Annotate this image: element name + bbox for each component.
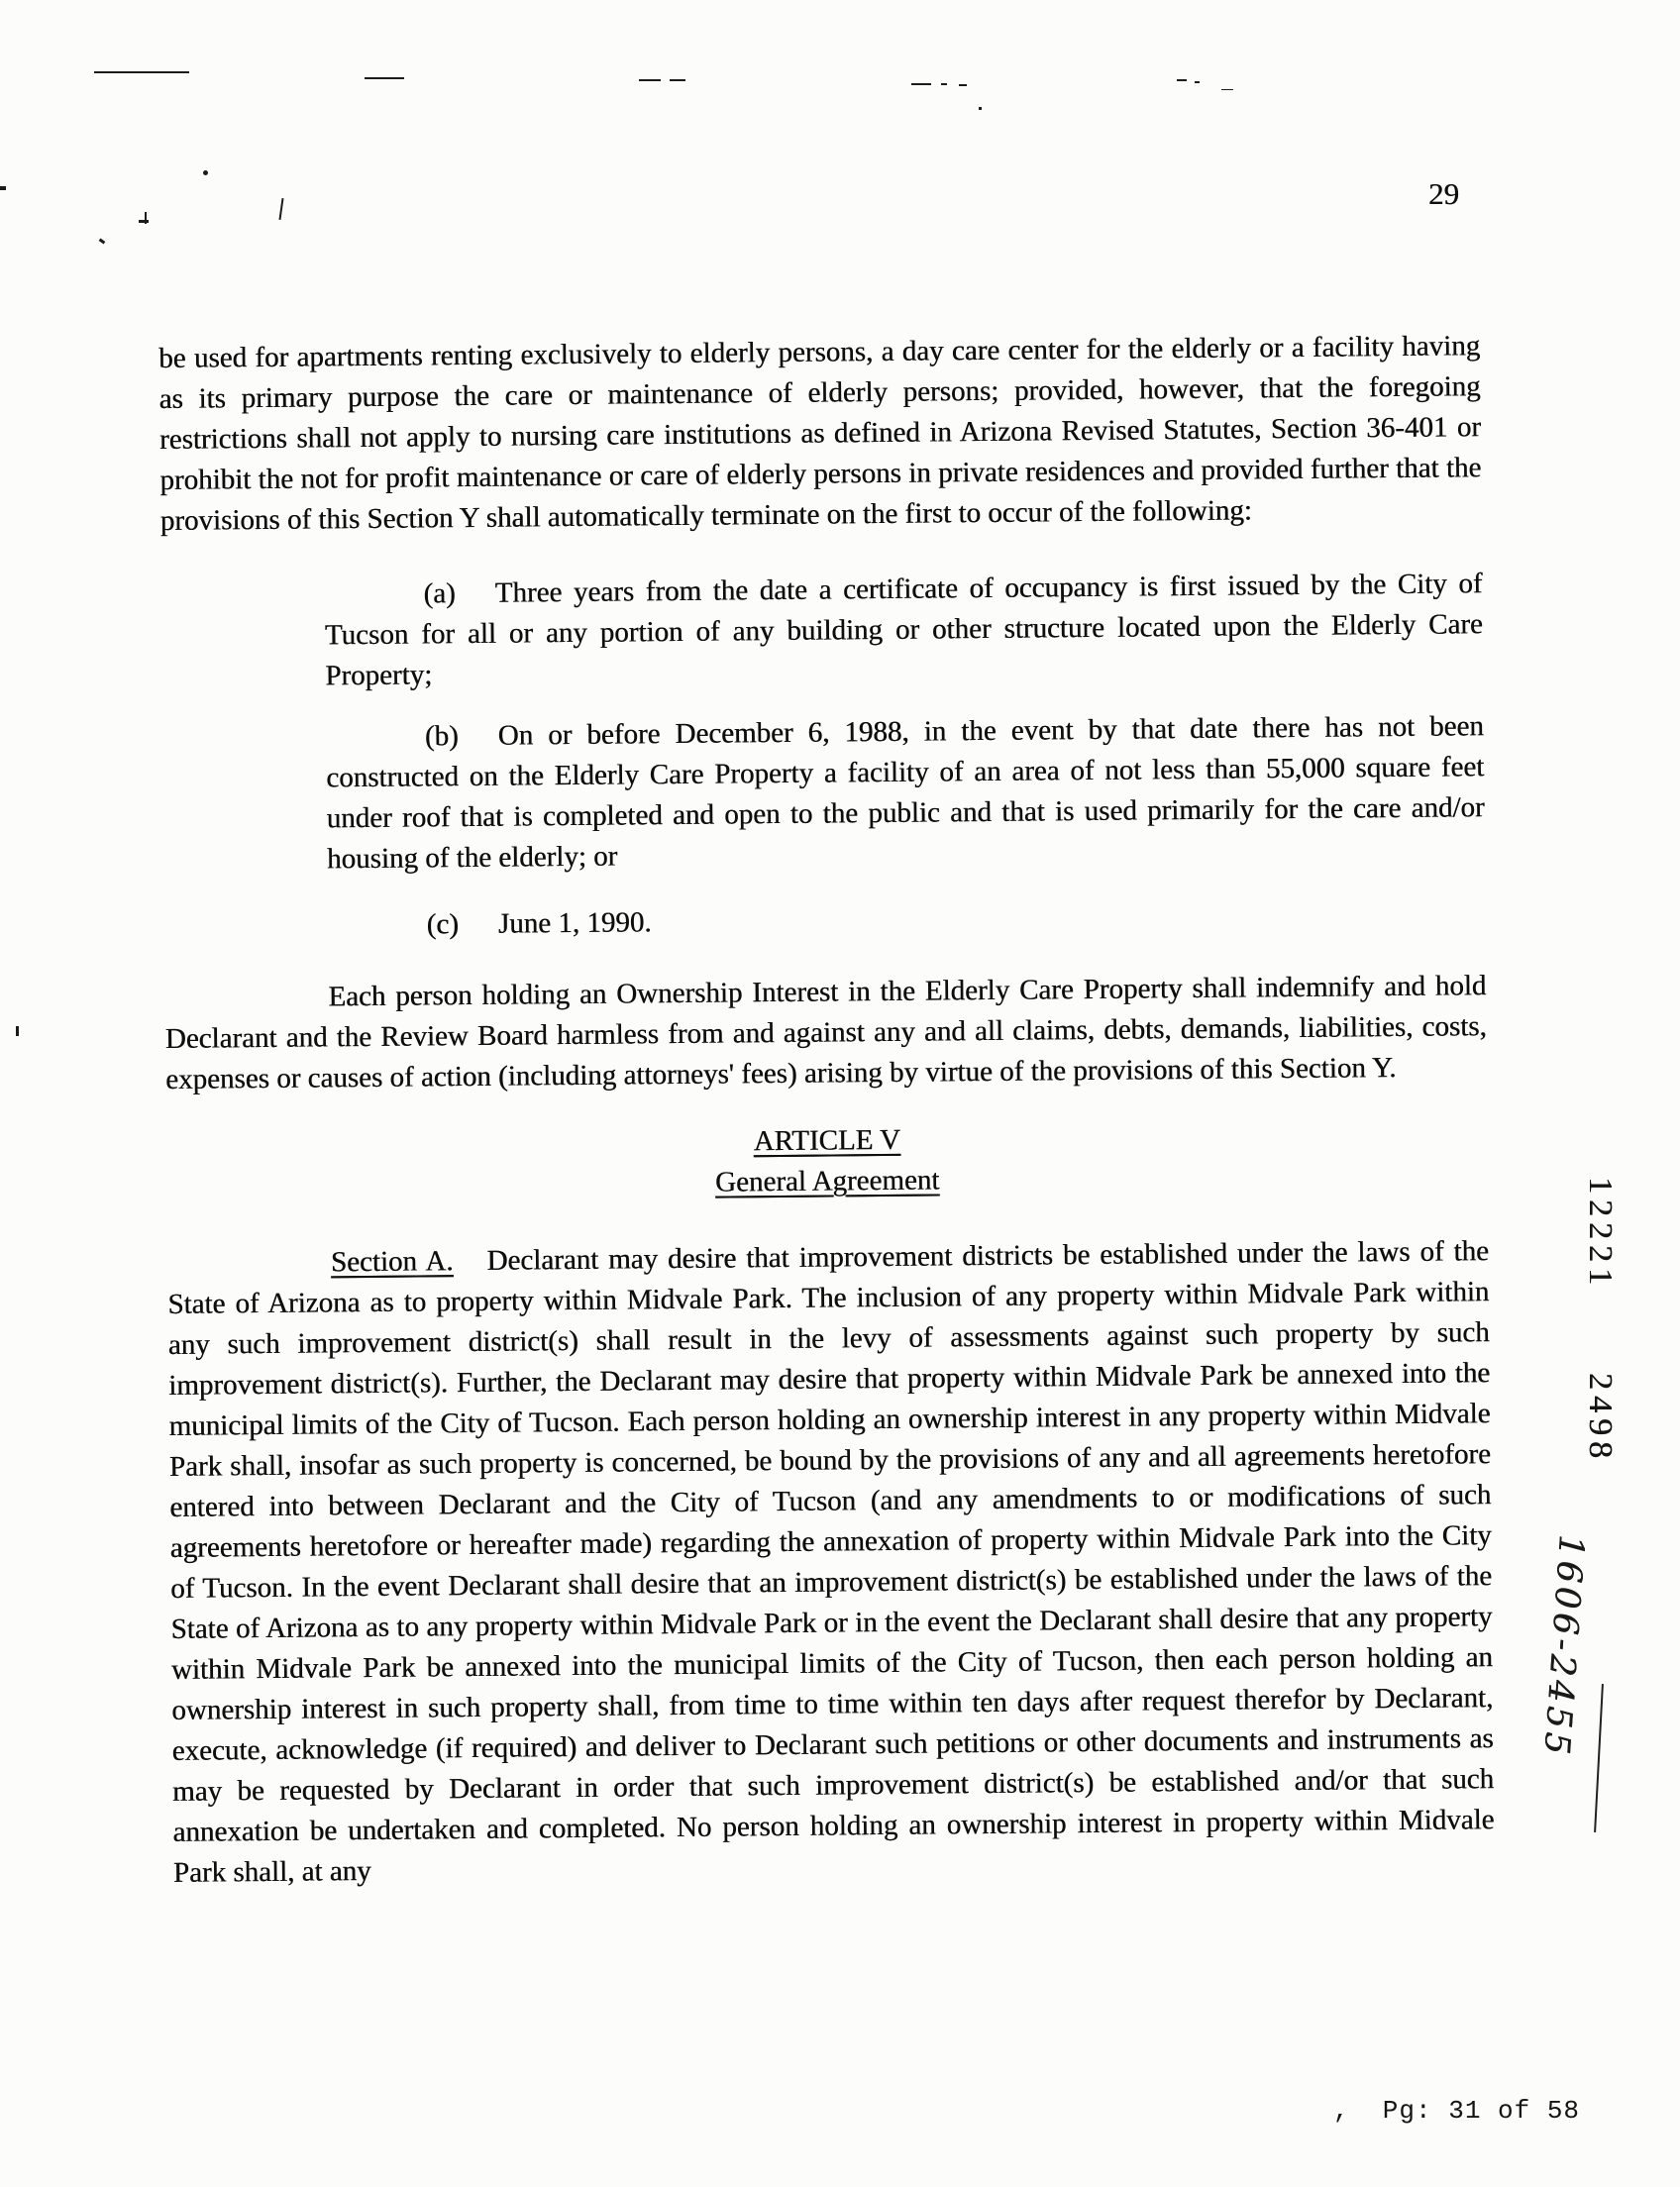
scan-artifact: [979, 107, 982, 110]
section-a-text: Declarant may desire that improvement districts be established under the laws of the State of Arizona as to property within Midvale Park. The inclusion of any property within Midvale Park within any such improvement district(s) shall result in the levy of assessments against such property by such improvement district(s). Further, the Declarant may desire that property within Midvale Park be annexed into the municipal limits of the City of Tucson. Each person holding an ownership interest in any property within Midvale Park shall, insofar as such property is concerned, be bound by the provisions of any and all agreements heretofore entered into between Declarant and the City of Tucson (and any amendments to or modifications of such agreements heretofore or hereafter made) regarding the annexation of property within Midvale Park into the City of Tucson. In the event Declarant shall desire that an improvement district(s) be established under the laws of the State of Arizona as to any property within Midvale Park or in the event the Declarant shall desire that any property within Midvale Park be annexed into the municipal limits of the City of Tucson, then each person holding an ownership interest in such property shall, from time to time within ten days after request therefor by Declarant, execute, acknowledge (if required) and deliver to Declarant such petitions or other documents and instruments as may be requested by Declarant in order that such improvement district(s) be established and/or that such annexation be undertaken and completed. No person holding an ownership interest in property within Midvale Park shall, at any: [167, 1235, 1495, 1889]
list-item-c-label: (c): [426, 908, 460, 941]
scan-artifact: [145, 212, 147, 224]
indemnity-paragraph-text: Each person holding an Ownership Interest in the Elderly Care Property shall indemnify and hold Declarant and the Review Board harmless from and against any and all claims, debts, demands, liabilities, costs, expenses or causes of action (including attorneys' fees) arising by virtue of the provisions of this Section Y.: [164, 970, 1487, 1095]
section-a-label: Section A.: [330, 1245, 454, 1279]
scan-artifact: [203, 170, 208, 175]
list-item-c: [328, 894, 1486, 946]
list-item-b-label: (b): [424, 720, 459, 753]
article-heading-text: ARTICLE V: [753, 1123, 901, 1158]
page-number: 29: [1428, 176, 1459, 211]
scan-artifact: [639, 79, 661, 81]
intro-paragraph: [158, 326, 1482, 542]
list-item-c-text: June 1, 1990.: [497, 906, 652, 940]
scan-artifact: [941, 83, 947, 85]
scan-artifact: [1221, 89, 1233, 90]
scan-artifact: [99, 239, 106, 245]
list-item-a-label: (a): [423, 577, 456, 610]
list-item-b-text: On or before December 6, 1988, in the event by that date there has not been constructed on the Elderly Care Property a facility of an area of not less than 55,000 square feet under roof that is completed and open to the public and that is used primarily for the care and/or housing of the elderly; or: [326, 710, 1485, 876]
section-a-paragraph: [167, 1231, 1495, 1894]
document-body: [158, 326, 1495, 1894]
scan-artifact: [94, 71, 189, 73]
scan-artifact: [911, 83, 931, 85]
scan-artifact: [16, 1026, 19, 1036]
handwritten-margin-stroke: [1594, 1684, 1604, 1832]
scan-artifact: [1195, 81, 1200, 83]
list-item-a: [324, 564, 1483, 696]
article-subheading-text: General Agreement: [714, 1164, 940, 1198]
scan-artifact: [365, 77, 404, 79]
scan-artifact: [278, 198, 283, 220]
scan-artifact: [959, 84, 967, 86]
list-item-b: [326, 706, 1486, 880]
scan-artifact: [0, 186, 6, 190]
footer-pagination: , Pg: 31 of 58: [1333, 2096, 1581, 2126]
scan-artifact: [670, 79, 685, 81]
handwritten-margin-number: 1606-2455: [1535, 1533, 1591, 1760]
list-item-a-text: Three years from the date a certificate of occupancy is first issued by the City of Tucson for all or any portion of any building or other structure located upon the Elderly Care Property;: [324, 568, 1483, 692]
recorder-stamp-page: 2498: [1582, 1373, 1619, 1464]
scan-artifact: [1177, 79, 1187, 81]
scan-artifact: [139, 220, 149, 223]
intro-paragraph-text: be used for apartments renting exclusively to elderly persons, a day care center for the elderly or a facility having as its primary purpose the care or maintenance of elderly persons; provided, however, that the foregoing restrictions shall not apply to nursing care institutions as defined in Arizona Revised Statutes, Section 36-401 or prohibit the not for profit maintenance or care of elderly persons in private residences and provided further that the provisions of this Section Y shall automatically terminate on the first to occur of the following:: [158, 330, 1482, 537]
recorder-stamp-docket: 12221: [1582, 1177, 1619, 1291]
indemnity-paragraph: [164, 966, 1487, 1100]
